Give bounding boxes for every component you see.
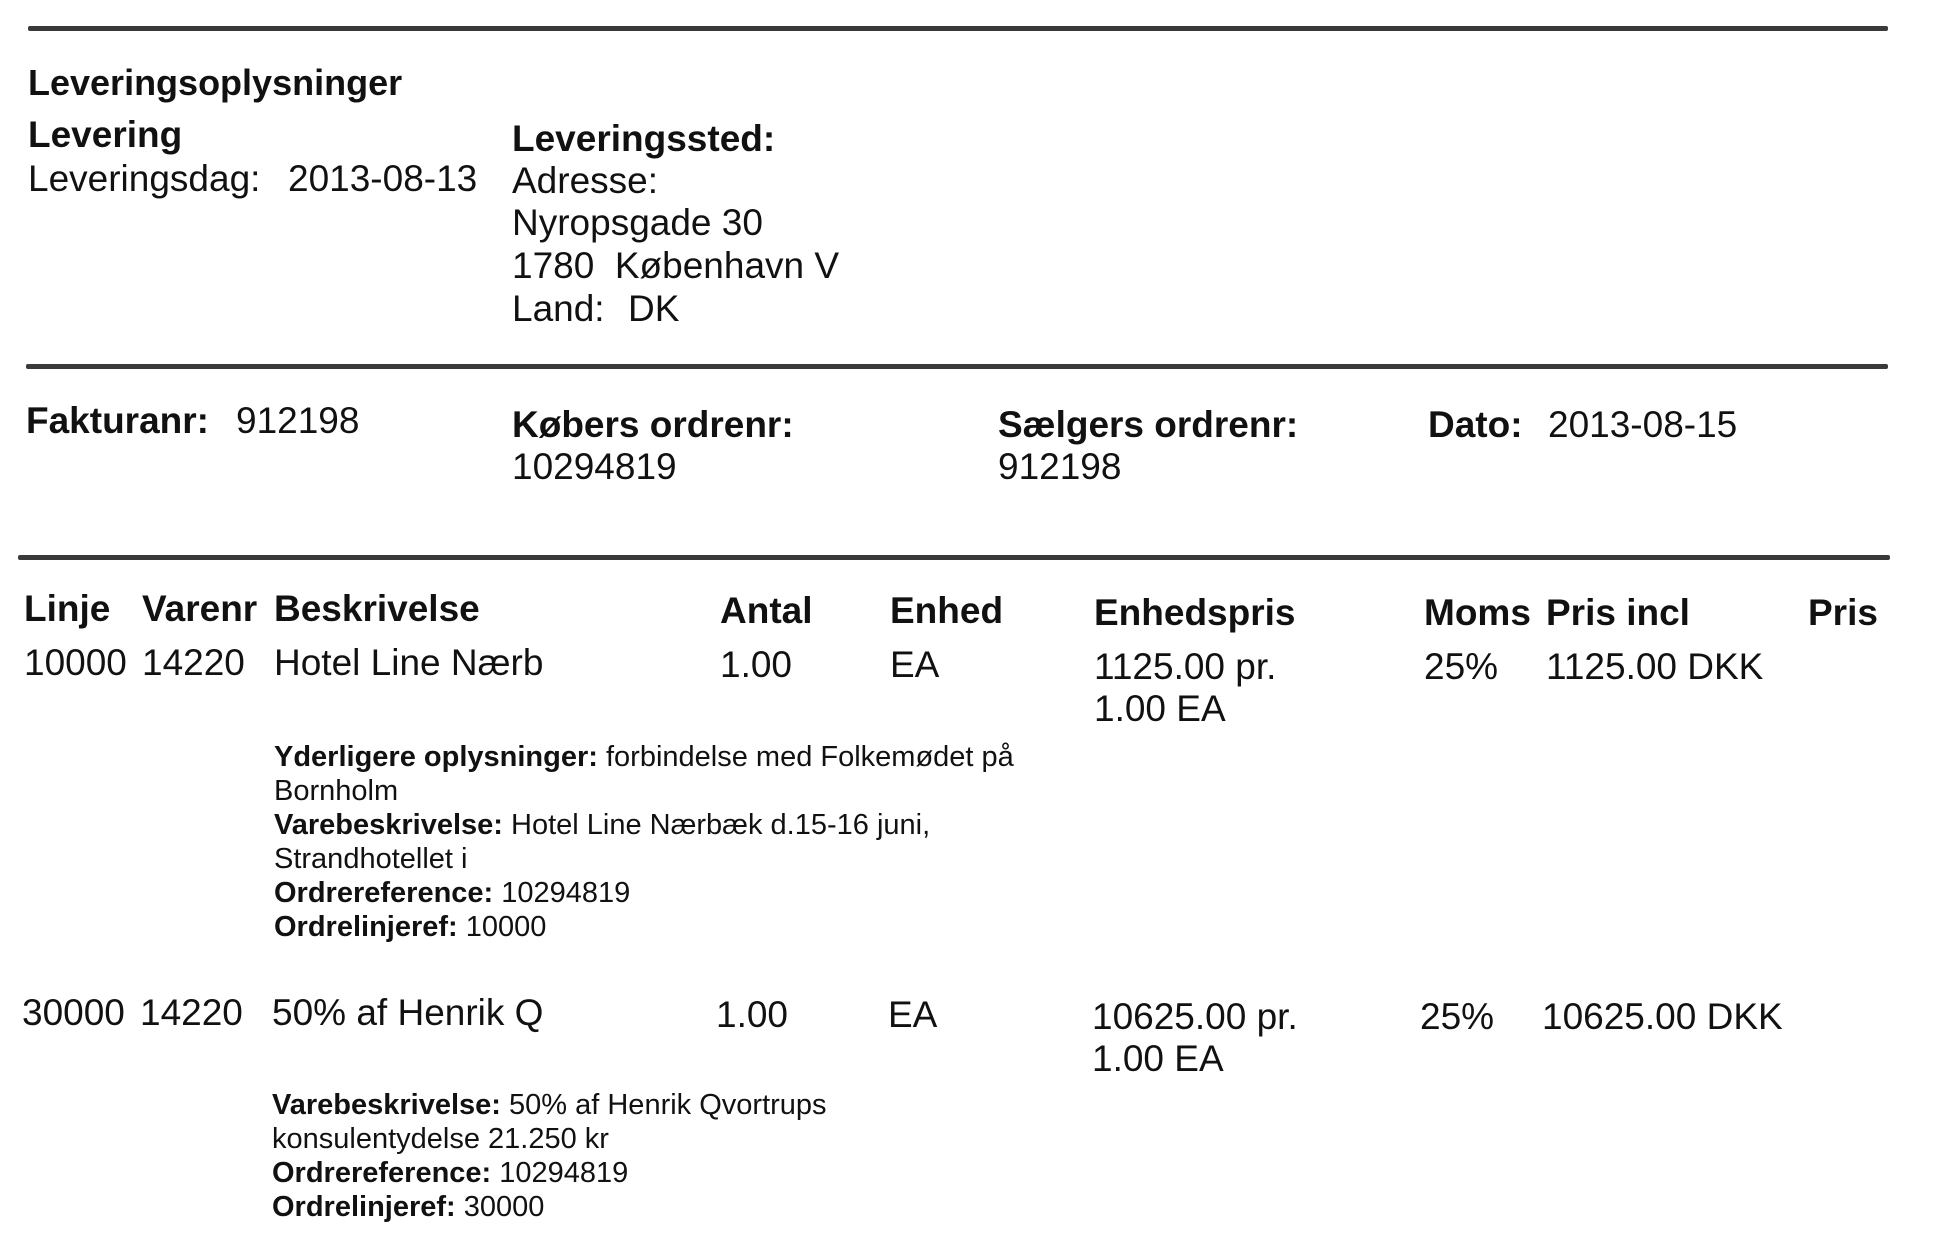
- header-pris-incl: Pris incl: [1546, 592, 1690, 633]
- leveringsdag-label: Leveringsdag:: [28, 158, 261, 199]
- detail-label: Varebeskrivelse:: [274, 809, 503, 841]
- detail-value: 10294819: [491, 1157, 629, 1189]
- detail-label: Ordrereference:: [274, 877, 494, 909]
- table-row-antal: 1.00: [720, 644, 793, 685]
- table-row-moms: 25%: [1424, 646, 1499, 687]
- table-row-beskrivelse: 50% af Henrik Q: [272, 992, 544, 1033]
- header-linje: Linje: [24, 588, 111, 629]
- table-row-beskrivelse: Hotel Line Nærb: [274, 642, 544, 683]
- table-row-enhed: EA: [890, 644, 940, 685]
- section-title: Leveringsoplysninger: [28, 62, 403, 103]
- table-row-enhedspris: 10625.00 pr.: [1092, 996, 1298, 1037]
- kobers-ordrenr-value: 10294819: [512, 446, 677, 487]
- land-value: DK: [628, 288, 680, 329]
- fakturanr-label: Fakturanr:: [26, 400, 209, 441]
- detail-label: Ordrelinjeref:: [272, 1191, 456, 1223]
- detail-value: 30000: [455, 1191, 545, 1223]
- kobers-ordrenr-label: Købers ordrenr:: [512, 404, 794, 445]
- divider-top: [28, 26, 1888, 31]
- detail-label: Ordrelinjeref:: [274, 911, 458, 943]
- detail-value: Bornholm: [274, 775, 399, 807]
- table-row-antal: 1.00: [716, 994, 789, 1035]
- address-city: 1780 København V: [512, 245, 840, 286]
- detail-value: forbindelse med Folkemødet på: [597, 741, 1014, 773]
- leveringssted-label: Leveringssted:: [512, 118, 776, 159]
- leveringsdag-value: 2013-08-13: [288, 158, 478, 199]
- fakturanr-value: 912198: [236, 400, 360, 441]
- header-beskrivelse: Beskrivelse: [274, 588, 480, 629]
- land-label: Land:: [512, 288, 605, 329]
- table-row-moms: 25%: [1420, 996, 1495, 1037]
- row-details: [272, 1088, 827, 1224]
- address-street: Nyropsgade 30: [512, 202, 763, 243]
- saelgers-ordrenr-label: Sælgers ordrenr:: [998, 404, 1299, 445]
- table-row-linje: 10000: [24, 642, 127, 683]
- table-row-enhedspris-unit: 1.00 EA: [1094, 688, 1226, 729]
- divider-lower: [18, 555, 1890, 560]
- detail-value: 10294819: [493, 877, 631, 909]
- detail-label: Ordrereference:: [272, 1157, 492, 1189]
- header-varenr: Varenr: [142, 588, 258, 629]
- header-pris: Pris: [1808, 592, 1878, 633]
- table-row-pris-incl: 1125.00 DKK: [1546, 646, 1764, 687]
- table-row-enhed: EA: [888, 994, 938, 1035]
- detail-value: 10000: [457, 911, 547, 943]
- detail-value: 50% af Henrik Qvortrups: [500, 1089, 827, 1121]
- detail-value: konsulentydelse 21.250 kr: [272, 1123, 609, 1155]
- detail-value: Strandhotellet i: [274, 843, 468, 875]
- header-antal: Antal: [720, 590, 813, 631]
- divider-middle: [26, 364, 1888, 369]
- dato-value: 2013-08-15: [1548, 404, 1738, 445]
- row-details: [274, 740, 1014, 944]
- detail-value: Hotel Line Nærbæk d.15-16 juni,: [502, 809, 931, 841]
- table-row-varenr: 14220: [140, 992, 243, 1033]
- table-row-enhedspris-unit: 1.00 EA: [1092, 1038, 1224, 1079]
- header-enhed: Enhed: [890, 590, 1004, 631]
- table-row-linje: 30000: [22, 992, 125, 1033]
- table-row-varenr: 14220: [142, 642, 245, 683]
- levering-label: Levering: [28, 114, 183, 155]
- table-row-pris-incl: 10625.00 DKK: [1542, 996, 1783, 1037]
- detail-label: Varebeskrivelse:: [272, 1089, 501, 1121]
- header-moms: Moms: [1424, 592, 1531, 633]
- adresse-label: Adresse:: [512, 160, 659, 201]
- dato-label: Dato:: [1428, 404, 1523, 445]
- detail-label: Yderligere oplysninger:: [274, 741, 598, 773]
- header-enhedspris: Enhedspris: [1094, 592, 1296, 633]
- saelgers-ordrenr-value: 912198: [998, 446, 1122, 487]
- table-row-enhedspris: 1125.00 pr.: [1094, 646, 1277, 687]
